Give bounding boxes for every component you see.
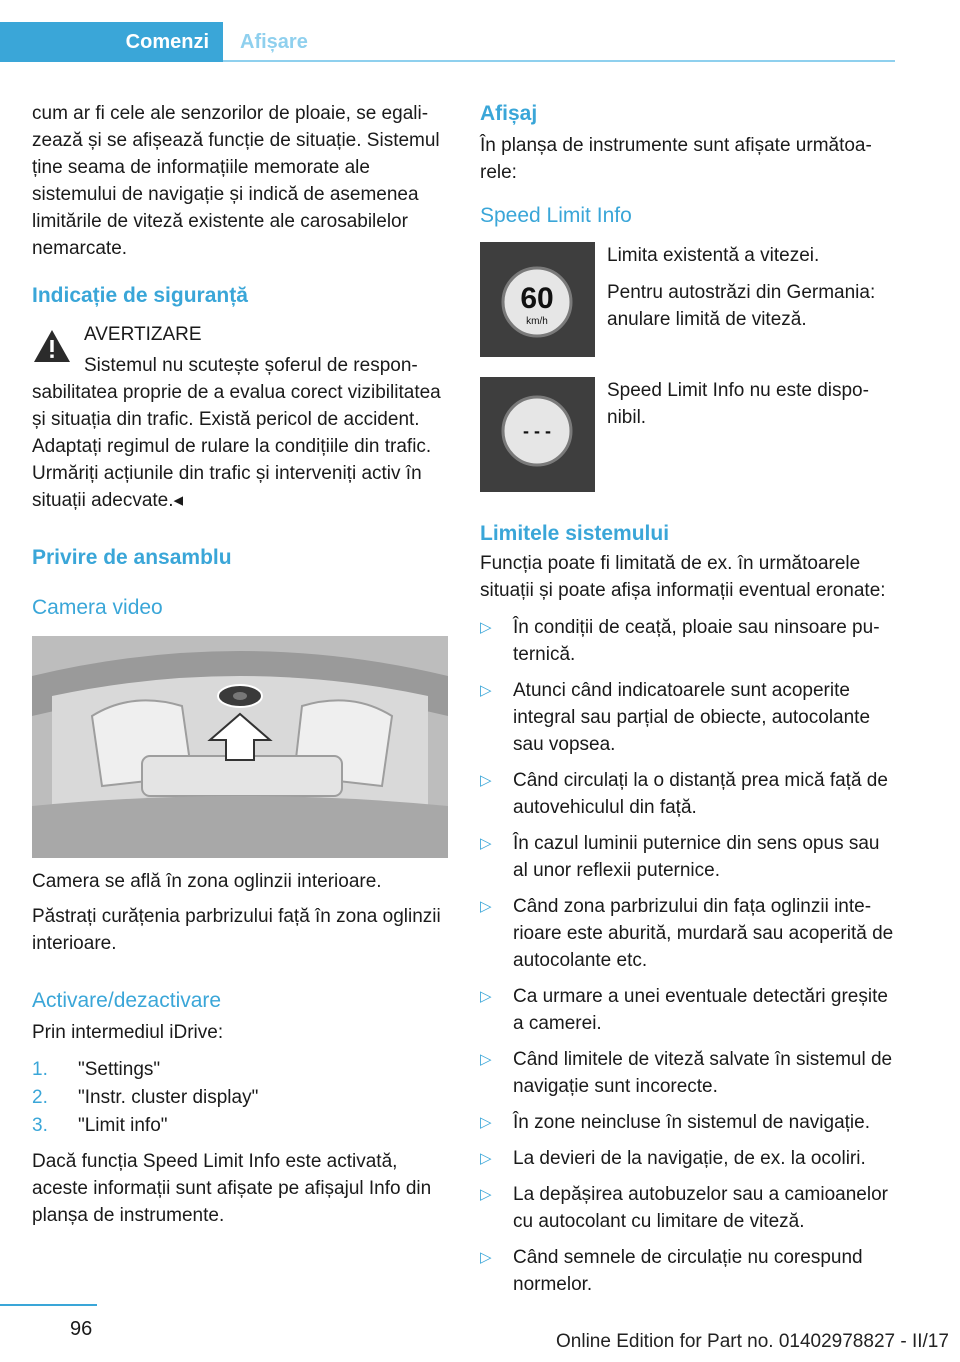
speedlimit-row-unavailable <box>480 377 895 492</box>
list-item <box>480 614 895 668</box>
left-column <box>32 100 448 1241</box>
limit-text: Când semnele de circulație nu corespund normelor. <box>513 1247 863 1295</box>
activation-heading: Activare/dezactivare <box>32 989 222 1012</box>
limit-text: În cazul luminii puternice din sens opus sau al unor reflexii puternice. <box>513 833 880 881</box>
warning-title: AVERTIZARE <box>84 324 202 345</box>
step-item <box>32 1084 448 1112</box>
activation-steps <box>32 1056 448 1140</box>
step-text: "Limit info" <box>78 1115 168 1136</box>
intro-paragraph: cum ar fi cele ale senzorilor de ploaie, se egalizează și se afișează funcție de situație. Sistemul ține seama de informațiile memorate ale sistemului de navigație și indică de asemenea limitările de viteză existente ale carosabilelor nemarcate. <box>32 103 440 259</box>
step-text: "Settings" <box>78 1059 161 1080</box>
car-interior-illustration <box>32 636 448 858</box>
bullet-icon: ▷ <box>480 988 492 1005</box>
activation-outro: Dacă funcția Speed Limit Info este activată, aceste informații sunt afișate pe afișajul Info din planșa de instrumente. <box>32 1151 432 1226</box>
step-number: 1. <box>32 1059 48 1080</box>
limit-text: Atunci când indicatoarele sunt acoperite integral sau parțial de obiecte, autocolante sau vopsea. <box>513 680 871 755</box>
sl2-line: Speed Limit Info nu este disponibil. <box>607 380 869 428</box>
bullet-icon: ▷ <box>480 898 492 915</box>
list-item <box>480 767 895 821</box>
camera-heading: Camera video <box>32 596 163 619</box>
display-heading: Afișaj <box>480 102 538 125</box>
list-item <box>480 1181 895 1235</box>
warning-block <box>32 322 448 514</box>
bullet-icon: ▷ <box>480 1051 492 1068</box>
limit-text: La depășirea autobuzelor sau a camioanelor cu autocolant cu limitare de viteză. <box>513 1184 888 1232</box>
camera-caption-2: Păstrați curățenia parbrizului față în zona oglinzii interioare. <box>32 906 441 954</box>
step-item <box>32 1056 448 1084</box>
limit-text: Când limitele de viteză salvate în sistemul de navigație sunt incorecte. <box>513 1049 893 1097</box>
limits-heading: Limitele sistemului <box>480 522 670 545</box>
bullet-icon: ▷ <box>480 1249 492 1266</box>
list-item <box>480 1109 895 1136</box>
speedlimit-row-active <box>480 242 895 357</box>
step-item <box>32 1112 448 1140</box>
list-item <box>480 893 895 974</box>
tab-divider <box>223 60 895 62</box>
speed-limit-sign-icon <box>480 242 595 357</box>
tab-afisare: Afișare <box>240 31 308 53</box>
page-number: 96 <box>70 1318 93 1340</box>
sign-dashes: - - - <box>523 421 551 441</box>
camera-caption-1: Camera se află în zona oglinzii interioare. <box>32 871 382 892</box>
warning-triangle-icon <box>32 328 72 364</box>
speedlimit-active-text <box>607 242 895 357</box>
limit-text: În condiții de ceață, ploaie sau ninsoare puternică. <box>513 617 880 665</box>
speedlimit-heading: Speed Limit Info <box>480 204 632 227</box>
sl1-line-b: Pentru autostrăzi din Germania: anulare limită de viteză. <box>607 282 876 330</box>
step-number: 3. <box>32 1115 48 1136</box>
bullet-icon: ▷ <box>480 1114 492 1131</box>
speedlimit-unavailable-text <box>607 377 895 492</box>
step-number: 2. <box>32 1087 48 1108</box>
chapter-tabs <box>0 22 895 62</box>
safety-heading: Indicație de siguranță <box>32 284 248 307</box>
bullet-icon: ▷ <box>480 1150 492 1167</box>
camera-location-image <box>32 636 448 858</box>
list-item <box>480 1046 895 1100</box>
limit-text: La devieri de la navigație, de ex. la ocoliri. <box>513 1148 866 1169</box>
bullet-icon: ▷ <box>480 682 492 699</box>
footer-rule <box>0 1304 97 1306</box>
limit-text: În zone neincluse în sistemul de navigație. <box>513 1112 870 1133</box>
sign-speed-value: 60 <box>520 282 554 315</box>
list-item <box>480 1244 895 1298</box>
sign-speed-unit: km/h <box>526 316 548 327</box>
overview-heading: Privire de ansamblu <box>32 546 232 569</box>
step-text: "Instr. cluster display" <box>78 1087 259 1108</box>
limit-text: Ca urmare a unei eventuale detectări greșite a camerei. <box>513 986 888 1034</box>
bullet-icon: ▷ <box>480 1186 492 1203</box>
no-limit-sign-image <box>480 377 595 492</box>
limits-list <box>480 614 895 1298</box>
no-speed-info-icon <box>480 377 595 492</box>
activation-intro: Prin intermediul iDrive: <box>32 1022 224 1043</box>
limits-intro: Funcția poate fi limitată de ex. în următoarele situații și poate afișa informații eventual eronate: <box>480 553 886 601</box>
list-item <box>480 677 895 758</box>
list-item <box>480 1145 895 1172</box>
bullet-icon: ▷ <box>480 835 492 852</box>
sl1-line-a: Limita existentă a vitezei. <box>607 245 820 266</box>
speed-sign-image <box>480 242 595 357</box>
bullet-icon: ▷ <box>480 772 492 789</box>
limit-text: Când zona parbrizului din fața oglinzii interioare este aburită, murdară sau acoperită de autocolante etc. <box>513 896 894 971</box>
display-intro: În planșa de instrumente sunt afișate următoarele: <box>480 135 872 183</box>
list-item <box>480 983 895 1037</box>
list-item <box>480 830 895 884</box>
right-column <box>480 100 895 1307</box>
edition-note: Online Edition for Part no. 01402978827 - II/17 <box>556 1331 949 1352</box>
bullet-icon: ▷ <box>480 619 492 636</box>
warning-text: Sistemul nu scutește șoferul de responsabilitatea proprie de a evalua corect vizibilitatea și situația din trafic. Există pericol de accident. Adaptați regimul de rulare la condițiile din trafic. Urmăriți acțiunile din trafic și interveniți activ în situații adecvate.◂ <box>32 355 441 511</box>
tab-comenzi: Comenzi <box>0 22 223 62</box>
limit-text: Când circulați la o distanță prea mică față de autovehiculul din față. <box>513 770 888 818</box>
